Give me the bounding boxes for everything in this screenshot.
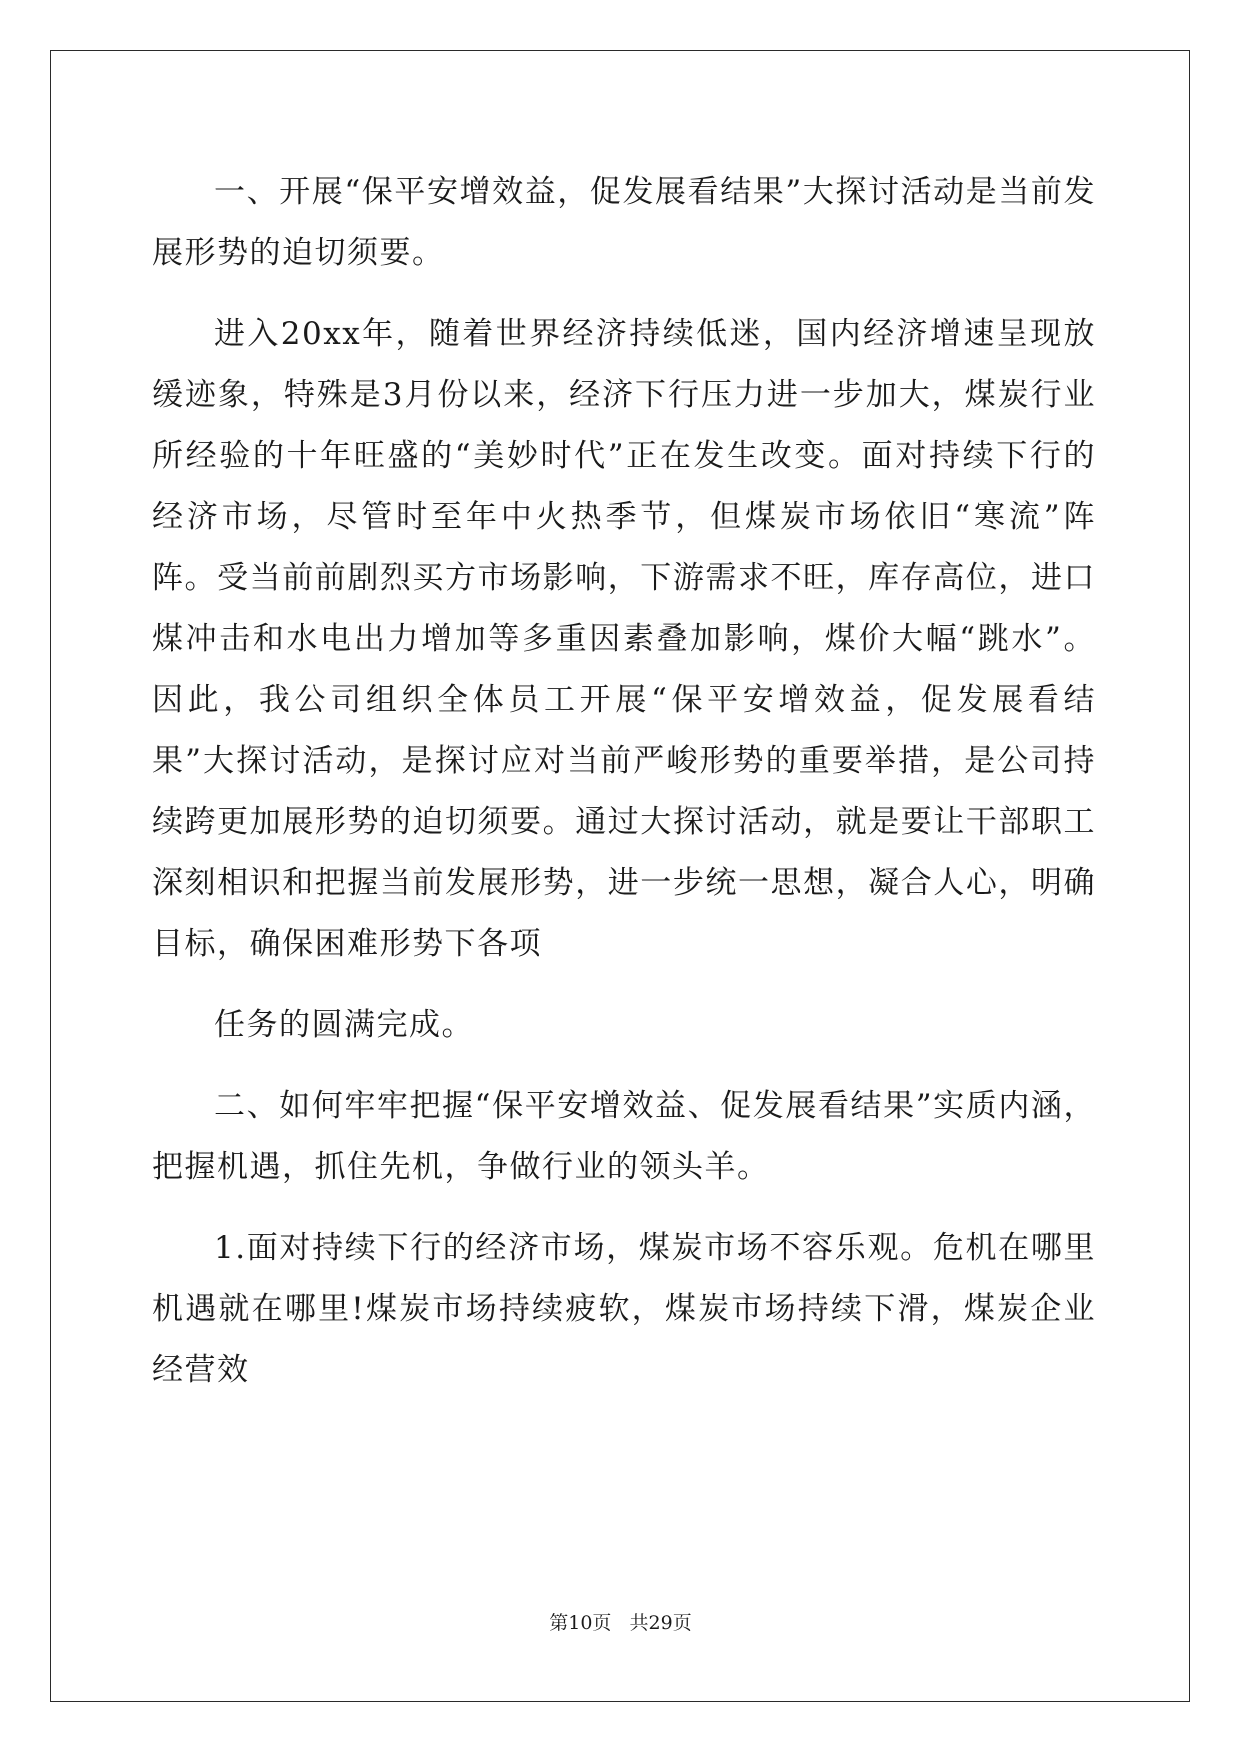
paragraph-5: 1.面对持续下行的经济市场，煤炭市场不容乐观。危机在哪里机遇就在哪里!煤炭市场持续疲软，煤炭市场持续下滑，煤炭企业经营效 <box>152 1230 1096 1388</box>
paragraph-2: 进入20xx年，随着世界经济持续低迷，国内经济增速呈现放缓迹象，特殊是3月份以来，经济下行压力进一步加大，煤炭行业所经验的十年旺盛的“美妙时代”正在发生改变。面对持续下行的经济市场，尽管时至年中火热季节，但煤炭市场依旧“寒流”阵阵。受当前前剧烈买方市场影响，下游需求不旺，库存高位，进口煤冲击和水电出力增加等多重因素叠加影响，煤价大幅“跳水”。因此，我公司组织全体员工开展“保平安增效益，促发展看结果”大探讨活动，是探讨应对当前严峻形势的重要举措，是公司持续跨更加展形势的迫切须要。通过大探讨活动，就是要让干部职工深刻相识和把握当前发展形势，进一步统一思想，凝合人心，明确目标，确保困难形势下各项 <box>152 316 1096 962</box>
page-number-footer: 第10页 共29页 <box>549 1612 692 1634</box>
paragraph-4: 二、如何牢牢把握“保平安增效益、促发展看结果”实质内涵，把握机遇，抓住先机，争做行业的领头羊。 <box>152 1088 1096 1185</box>
paragraph-3: 任务的圆满完成。 <box>214 1007 474 1043</box>
document-body <box>152 162 1096 1421</box>
paragraph-1: 一、开展“保平安增效益，促发展看结果”大探讨活动是当前发展形势的迫切须要。 <box>152 174 1096 271</box>
